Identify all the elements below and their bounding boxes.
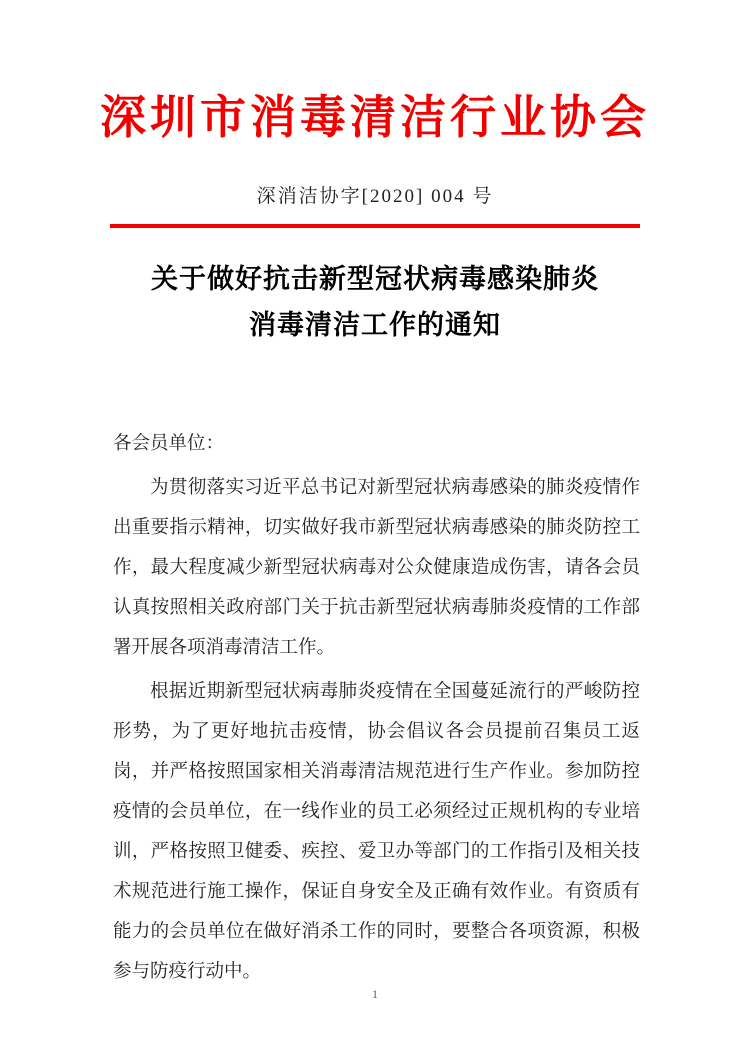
red-divider-line [110,224,640,228]
body-paragraph-2: 根据近期新型冠状病毒肺炎疫情在全国蔓延流行的严峻防控形势，为了更好地抗击疫情，协会倡议各会员提前召集员工返岗，并严格按照国家相关消毒清洁规范进行生产作业。参加防控疫情的会员单位，在一线作业的员工必须经过正规机构的专业培训，严格按照卫健委、疾控、爱卫办等部门的工作指引及相关技术规范进行施工操作，保证自身安全及正确有效作业。有资质有能力的会员单位在做好消杀工作的同时，要整合各项资源，积极参与防疫行动中。 [113,682,640,983]
body-paragraph-1: 为贯彻落实习近平总书记对新型冠状病毒感染的肺炎疫情作出重要指示精神，切实做好我市新型冠状病毒感染的肺炎防控工作，最大程度减少新型冠状病毒对公众健康造成伤害，请各会员认真按照相关政府部门关于抗击新型冠状病毒肺炎疫情的工作部署开展各项消毒清洁工作。 [113,478,640,659]
org-name-heading: 深圳市消毒清洁行业协会 [100,91,650,143]
notice-title-line-2: 消毒清洁工作的通知 [249,310,501,341]
document-body [113,424,640,992]
salutation: 各会员单位： [113,434,225,455]
doc-number: 深消洁协字[2020] 004 号 [256,186,494,208]
notice-title [0,256,750,348]
page-number: 1 [372,987,378,1001]
notice-title-line-1: 关于做好抗击新型冠状病毒感染肺炎 [151,264,599,295]
